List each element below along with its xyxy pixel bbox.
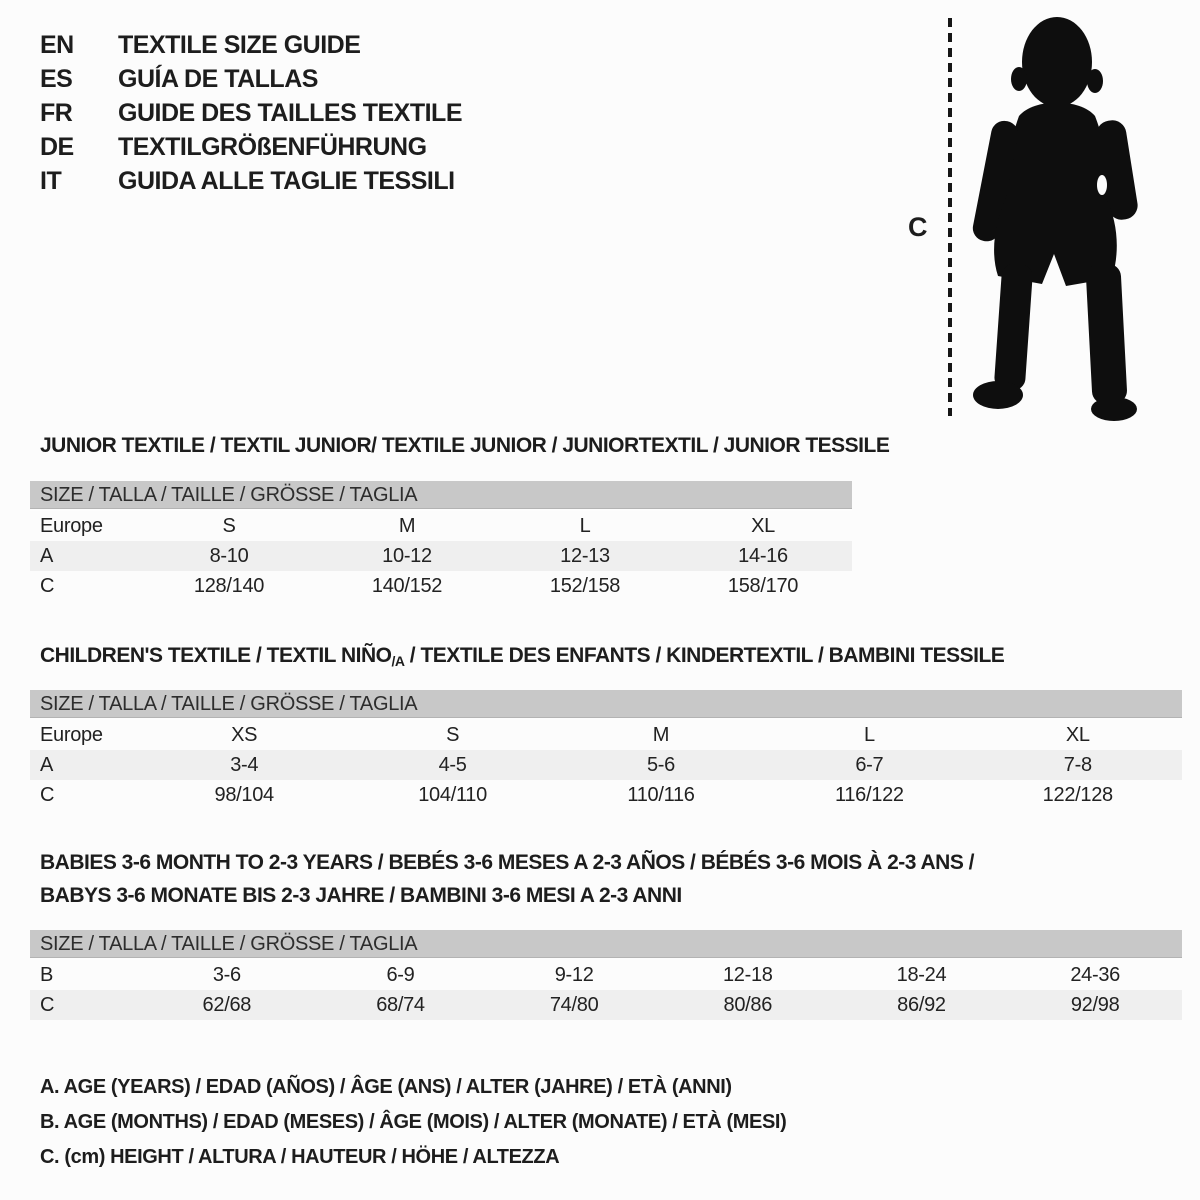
language-code: FR <box>40 99 73 127</box>
row-label: Europe <box>40 514 103 537</box>
cell: 92/98 <box>1070 993 1120 1016</box>
cell: M <box>652 723 670 746</box>
table-row <box>30 959 1182 990</box>
cell: 24-36 <box>1070 963 1120 986</box>
heading-text: / TEXTILE DES ENFANTS / KINDERTEXTIL / BAMBINI TESSILE <box>404 644 1005 667</box>
heading-text: CHILDREN'S TEXTILE / TEXTIL NIÑO <box>40 644 392 667</box>
legend-age-years: A. AGE (YEARS) / EDAD (AÑOS) / ÂGE (ANS) / ALTER (JAHRE) / ETÀ (ANNI) <box>40 1076 732 1098</box>
cell: 104/110 <box>418 783 487 806</box>
row-label: C <box>40 993 55 1016</box>
cell: M <box>398 514 416 537</box>
cell: 128/140 <box>193 574 265 597</box>
cell: 152/158 <box>549 574 621 597</box>
table-row <box>30 719 1182 750</box>
babies-size-table <box>30 930 1182 1020</box>
heading-subscript: /A <box>391 653 405 669</box>
guide-title: GUIDE DES TAILLES TEXTILE <box>118 99 463 127</box>
cell: 12-13 <box>560 544 610 567</box>
size-table-header: SIZE / TALLA / TAILLE / GRÖSSE / TAGLIA <box>30 481 852 510</box>
measurement-legend <box>40 1070 786 1175</box>
cell: L <box>579 514 591 537</box>
cell: 62/68 <box>202 993 252 1016</box>
language-row <box>40 96 462 130</box>
junior-size-table <box>30 481 852 601</box>
table-row <box>30 571 852 601</box>
table-row <box>30 990 1182 1020</box>
language-row <box>40 62 462 96</box>
legend-age-months: B. AGE (MONTHS) / EDAD (MESES) / ÂGE (MOIS) / ALTER (MONATE) / ETÀ (MESI) <box>40 1111 787 1133</box>
guide-title: TEXTILE SIZE GUIDE <box>118 31 361 59</box>
row-label: Europe <box>40 723 103 746</box>
cell: 3-6 <box>212 963 241 986</box>
cell: XL <box>751 514 775 537</box>
cell: 14-16 <box>738 544 788 567</box>
row-label: C <box>40 574 55 597</box>
height-measure-label: C <box>908 212 927 242</box>
size-table-header: SIZE / TALLA / TAILLE / GRÖSSE / TAGLIA <box>30 690 1182 719</box>
heading-line-1: BABIES 3-6 MONTH TO 2-3 YEARS / BEBÉS 3-6 MESES A 2-3 AÑOS / BÉBÉS 3-6 MOIS À 2-3 ANS / <box>40 851 975 874</box>
cell: 116/122 <box>835 783 904 806</box>
cell: S <box>446 723 460 746</box>
cell: 80/86 <box>723 993 773 1016</box>
cell: 68/74 <box>376 993 425 1016</box>
language-code: DE <box>40 133 74 161</box>
row-label: B <box>40 963 54 986</box>
cell: S <box>222 514 236 537</box>
cell: XL <box>1065 723 1090 746</box>
children-size-table <box>30 690 1182 810</box>
height-dashed-line <box>948 18 952 416</box>
cell: XS <box>231 723 258 746</box>
cell: 122/128 <box>1042 783 1113 806</box>
language-row <box>40 130 462 164</box>
cell: 18-24 <box>896 963 947 986</box>
table-row <box>30 750 1182 780</box>
cell: 5-6 <box>646 753 675 776</box>
guide-title: GUÍA DE TALLAS <box>118 65 318 93</box>
row-label: A <box>40 753 54 776</box>
table-row <box>30 510 852 541</box>
cell: 74/80 <box>549 993 599 1016</box>
legend-height-cm: C. (cm) HEIGHT / ALTURA / HAUTEUR / HÖHE / ALTEZZA <box>40 1146 560 1168</box>
cell: 140/152 <box>371 574 443 597</box>
cell: 86/92 <box>897 993 946 1016</box>
size-table-header: SIZE / TALLA / TAILLE / GRÖSSE / TAGLIA <box>30 930 1182 959</box>
cell: L <box>863 723 875 746</box>
cell: 98/104 <box>214 783 274 806</box>
cell: 110/116 <box>627 783 695 806</box>
cell: 158/170 <box>727 574 799 597</box>
table-row <box>30 541 852 571</box>
cell: 6-7 <box>855 753 884 776</box>
language-row <box>40 164 462 198</box>
language-title-list <box>40 28 462 198</box>
heading-line-2: BABYS 3-6 MONATE BIS 2-3 JAHRE / BAMBINI 3-6 MESI A 2-3 ANNI <box>40 884 682 907</box>
language-code: IT <box>40 167 62 195</box>
toddler-silhouette-icon <box>962 12 1142 424</box>
cell: 3-4 <box>230 753 259 776</box>
row-label: A <box>40 544 54 567</box>
guide-title: GUIDA ALLE TAGLIE TESSILI <box>118 167 455 195</box>
children-section-heading <box>40 639 1004 678</box>
row-label: C <box>40 783 55 806</box>
cell: 9-12 <box>554 963 594 986</box>
table-row <box>30 780 1182 810</box>
cell: 8-10 <box>209 544 249 567</box>
language-code: EN <box>40 31 74 59</box>
cell: 10-12 <box>382 544 432 567</box>
language-row <box>40 28 462 62</box>
junior-section-heading: JUNIOR TEXTILE / TEXTIL JUNIOR/ TEXTILE JUNIOR / JUNIORTEXTIL / JUNIOR TESSILE <box>40 434 890 457</box>
cell: 12-18 <box>722 963 773 986</box>
guide-title: TEXTILGRÖßENFÜHRUNG <box>118 133 427 161</box>
language-code: ES <box>40 65 73 93</box>
cell: 6-9 <box>386 963 415 986</box>
cell: 7-8 <box>1063 753 1092 776</box>
cell: 4-5 <box>438 753 467 776</box>
babies-section-heading <box>40 846 974 912</box>
